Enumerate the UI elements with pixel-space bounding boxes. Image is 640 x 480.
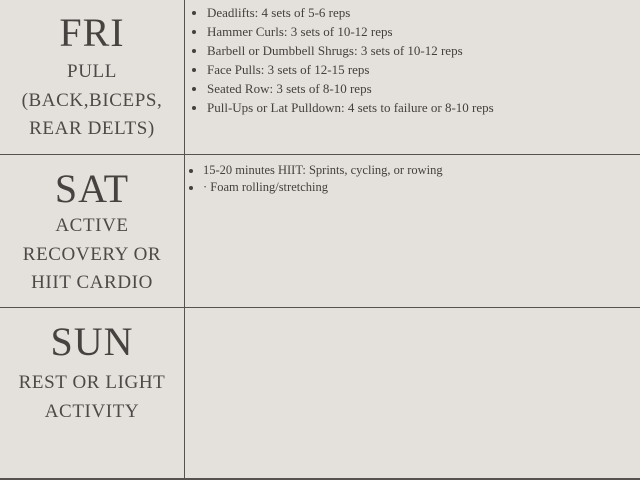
list-item: • Pull-Ups or Lat Pulldown: 4 sets to failure or 8-10 reps xyxy=(207,98,640,117)
list-item: • Deadlifts: 4 sets of 5-6 reps xyxy=(207,3,640,22)
day-cell-sat xyxy=(0,155,185,308)
day-cell-sun xyxy=(0,308,185,480)
schedule-row-fri xyxy=(0,0,640,155)
list-item: • Barbell or Dumbbell Shrugs: 3 sets of 10-12 reps xyxy=(207,41,640,60)
day-cell-fri xyxy=(0,0,185,155)
exercise-list xyxy=(186,162,640,196)
exercise-list xyxy=(186,3,640,117)
schedule-row-sun xyxy=(0,307,640,480)
exercise-list-cell-sat xyxy=(186,155,640,308)
list-item: • Face Pulls: 3 sets of 12-15 reps xyxy=(207,60,640,79)
day-subtitle-line: RECOVERY OR xyxy=(22,243,162,265)
day-subtitle-line: REST OR LIGHT xyxy=(18,372,166,393)
day-name: SAT xyxy=(54,166,130,211)
day-name: FRI xyxy=(59,10,125,55)
day-subtitle-line: HIIT CARDIO xyxy=(31,272,153,293)
day-subtitle-line: REAR DELTS) xyxy=(29,118,155,139)
exercise-list-cell-fri xyxy=(186,0,640,155)
day-name: SUN xyxy=(50,319,134,364)
list-item: • Seated Row: 3 sets of 8-10 reps xyxy=(207,79,640,98)
list-item: • · Foam rolling/stretching xyxy=(203,179,640,196)
list-item: • 15-20 minutes HIIT: Sprints, cycling, or rowing xyxy=(203,162,640,179)
day-subtitle-line: PULL xyxy=(67,61,117,82)
day-subtitle-line: ACTIVITY xyxy=(44,400,140,422)
schedule-row-sat xyxy=(0,154,640,308)
day-subtitle-line: (BACK,BICEPS, xyxy=(21,89,163,111)
day-subtitle-line: ACTIVE xyxy=(55,215,129,236)
exercise-list-cell-sun xyxy=(186,308,640,480)
list-item: • Hammer Curls: 3 sets of 10-12 reps xyxy=(207,22,640,41)
